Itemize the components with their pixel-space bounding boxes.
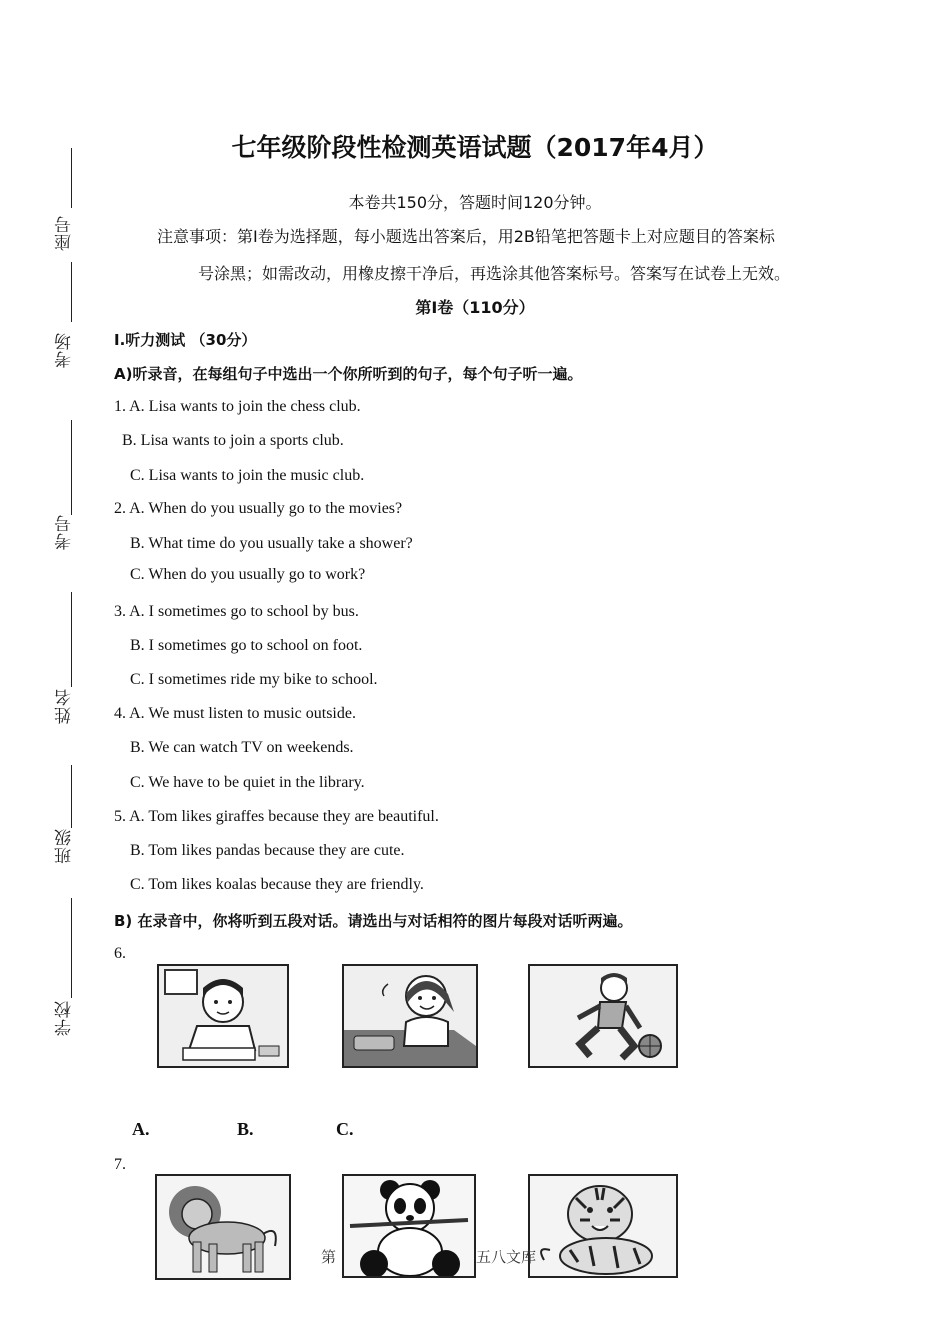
- notice-line-1: 注意事项：第Ⅰ卷为选择题，每小题选出答案后，用2B铅笔把答题卡上对应题目的答案标: [157, 227, 775, 246]
- part-a-instruction: A)听录音，在每组句子中选出一个你所听到的句子，每个句子听一遍。: [114, 365, 583, 383]
- boy-writing-icon: [159, 966, 287, 1066]
- question-option: B. What time do you usually take a shower?: [130, 535, 413, 552]
- question-option: B. Lisa wants to join a sports club.: [122, 432, 344, 449]
- tiger-icon: [530, 1176, 676, 1276]
- footer-page-prefix: 第: [321, 1248, 337, 1266]
- margin-line: [71, 420, 72, 515]
- question-option: 1. A. Lisa wants to join the chess club.: [114, 398, 361, 415]
- question-option: B. Tom likes pandas because they are cute.: [130, 842, 405, 859]
- picture-girl-on-phone: [342, 964, 478, 1068]
- question-option: C. I sometimes ride my bike to school.: [130, 671, 378, 688]
- boy-basketball-icon: [530, 966, 676, 1066]
- picture-tiger: [528, 1174, 678, 1278]
- footer-site-name: 五八文库: [476, 1248, 537, 1266]
- picture-boy-basketball: [528, 964, 678, 1068]
- question-option: C. Tom likes koalas because they are friendly.: [130, 876, 424, 893]
- exam-title: 七年级阶段性检测英语试题（2017年4月）: [231, 133, 719, 162]
- option-label-b: B.: [237, 1119, 254, 1139]
- question-option: 4. A. We must listen to music outside.: [114, 705, 356, 722]
- question-option: B. I sometimes go to school on foot.: [130, 637, 363, 654]
- exam-room-label: 考场: [55, 332, 75, 368]
- notice-line-2: 号涂黑；如需改动，用橡皮擦干净后，再选涂其他答案标号。答案写在试卷上无效。: [198, 264, 791, 283]
- margin-line: [71, 592, 72, 687]
- lion-icon: [157, 1176, 289, 1278]
- question-number: 6.: [114, 945, 126, 962]
- margin-line: [71, 765, 72, 828]
- question-option: B. We can watch TV on weekends.: [130, 739, 354, 756]
- picture-lion: [155, 1174, 291, 1280]
- question-option: 2. A. When do you usually go to the movies?: [114, 500, 403, 517]
- picture-panda: [342, 1174, 476, 1278]
- option-label-c: C.: [336, 1119, 354, 1139]
- option-label-a: A.: [132, 1119, 150, 1139]
- question-option: 3. A. I sometimes go to school by bus.: [114, 603, 359, 620]
- question-number: 7.: [114, 1156, 126, 1173]
- girl-phone-icon: [344, 966, 476, 1066]
- exam-subtitle: 本卷共150分，答题时间120分钟。: [348, 193, 602, 212]
- panda-icon: [344, 1176, 474, 1276]
- class-label: 班级: [55, 828, 75, 864]
- name-label: 姓名: [55, 688, 75, 724]
- section-heading: I.听力测试 （30分）: [114, 331, 257, 349]
- question-option: C. Lisa wants to join the music club.: [130, 467, 365, 484]
- margin-line: [71, 898, 72, 998]
- part-title: 第I卷（110分）: [415, 298, 535, 317]
- seat-number-label: 座号: [55, 215, 75, 251]
- school-label: 学校: [55, 1000, 75, 1036]
- exam-number-label: 考号: [55, 514, 75, 550]
- part-b-instruction: B) 在录音中，你将听到五段对话。请选出与对话相符的图片每段对话听两遍。: [114, 912, 633, 930]
- picture-boy-writing: [157, 964, 289, 1068]
- question-option: C. When do you usually go to work?: [130, 566, 366, 583]
- question-option: 5. A. Tom likes giraffes because they are beautiful.: [114, 808, 439, 825]
- question-option: C. We have to be quiet in the library.: [130, 774, 365, 791]
